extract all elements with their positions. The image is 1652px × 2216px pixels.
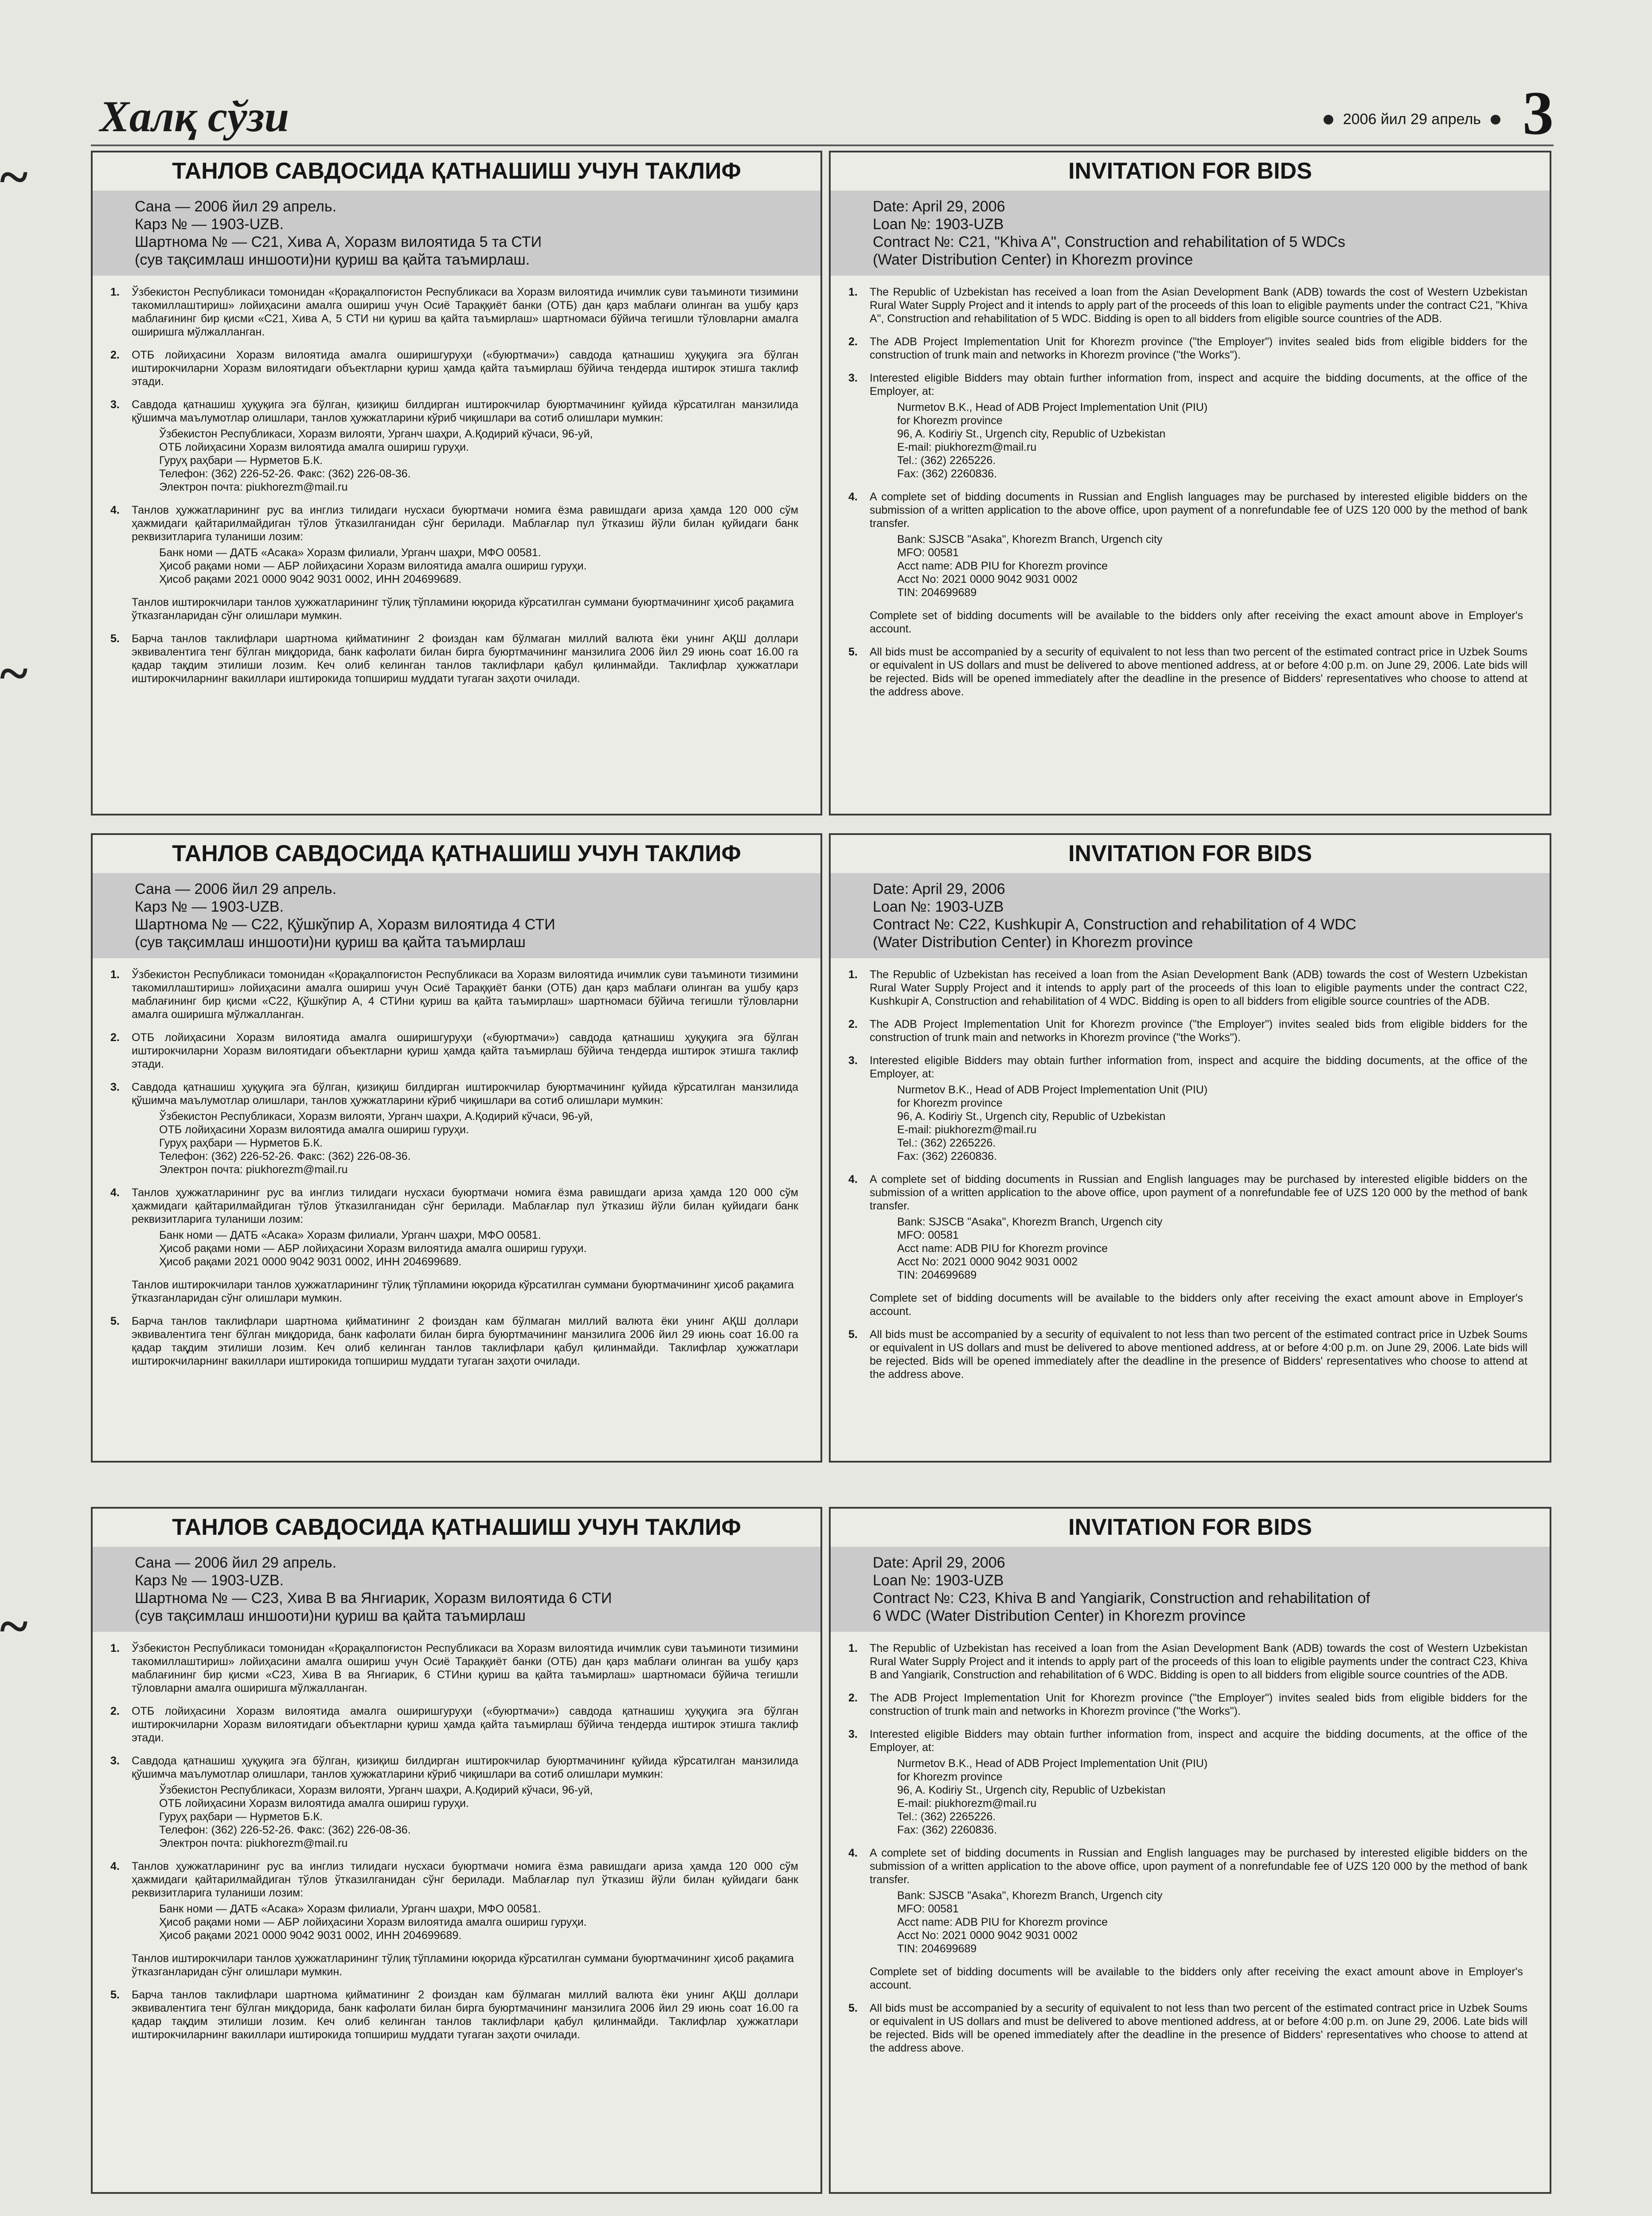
bank-line: TIN: 204699689 [897, 586, 977, 599]
panel-title: INVITATION FOR BIDS [1068, 1514, 1312, 1540]
en-tender-panel [829, 833, 1551, 1463]
item-text: Ўзбекистон Республикаси томонидан «Қорақалпоғистон Республикаси ва Хоразм вилоятида ичимлик суви таъминоти тизимини такомиллаштириш» лойиҳасини амалга ошириш учун Осиё Тараққиёт банки (ОТБ) дан қарз маблағи олинган ва ушбу қарз маблағининг бир қисми «C22, Қўшкўпир А, 4 СТИни қуриш ва қайта таъмирлаш» шартномаси бўйича тегишли тўловларни амалга оширишга мўлжалланган. [132, 968, 798, 1021]
address-line: Nurmetov B.K., Head of ADB Project Implementation Unit (PIU) [897, 1757, 1208, 1770]
bank-line: Ҳисоб рақами номи — АБР лойиҳасини Хоразм вилоятида амалга ошириш гуруҳи. [159, 560, 587, 572]
bank-line: Ҳисоб рақами номи — АБР лойиҳасини Хоразм вилоятида амалга ошириш гуруҳи. [159, 1242, 587, 1255]
item-text: Танлов ҳужжатларининг рус ва инглиз тилидаги нусхаси буюртмачи номига ёзма равишдаги ариза ҳамда 120 000 сўм ҳажмидаги қайтарилмайдиган тўлов ўтказилганидан сўнг берилади. Маблағлар пул ўтказиш йўли билан қуйидаги банк реквизитларига туланиши лозим: [132, 1186, 798, 1225]
bank-block [848, 1215, 1527, 1282]
bank-block [848, 1889, 1527, 1955]
list-item [110, 1315, 798, 1368]
date-line: Сана — 2006 йил 29 апрель. [135, 881, 337, 897]
bank-line: Ҳисоб рақами 2021 0000 9042 9031 0002, ИНН 204699689. [159, 1256, 462, 1268]
item-number: 5. [848, 1328, 858, 1341]
address-line: Nurmetov B.K., Head of ADB Project Implementation Unit (PIU) [897, 1084, 1208, 1096]
item-number: 2. [110, 1031, 120, 1044]
item-text: Ўзбекистон Республикаси томонидан «Қорақалпоғистон Республикаси ва Хоразм вилоятида ичимлик суви таъминоти тизимини такомиллаштириш» лойиҳасини амалга ошириш учун Осиё Тараққиёт банки (ОТБ) дан қарз маблағи олинган ва ушбу қарз маблағининг бир қисми «C21, Хива А, 5 СТИ ни қуриш ва қайта таъмирлаш» шартномаси бўйича тегишли тўловларни амалга оширишга мўлжалланган. [132, 286, 798, 338]
address-line: E-mail: piukhorezm@mail.ru [897, 1797, 1037, 1810]
items-list [93, 968, 820, 1268]
bank-line: Банк номи — ДАТБ «Асака» Хоразм филиали, Урганч шаҳри, МФО 00581. [159, 1229, 541, 1241]
margin-mark: ~ [0, 1596, 28, 1655]
list-item [848, 968, 1527, 1008]
items-list [93, 285, 820, 586]
list-item [848, 1846, 1527, 1886]
contract-line: Contract №: C21, "Khiva A", Construction and rehabilitation of 5 WDCs [873, 234, 1345, 250]
item-number: 1. [110, 1642, 120, 1654]
item-number: 4. [848, 491, 858, 503]
list-item [110, 1642, 798, 1695]
item-number: 2. [848, 1018, 858, 1030]
loan-line: Loan №: 1903-UZB [873, 216, 1004, 233]
list-item [848, 1728, 1527, 1754]
list-item [110, 1754, 798, 1781]
address-line: Fax: (362) 2260836. [897, 468, 997, 480]
item-number: 3. [848, 1728, 858, 1740]
bank-line: TIN: 204699689 [897, 1269, 977, 1281]
item-text: Савдода қатнашиш ҳуқуқига эга бўлган, қизиқиш билдирган иштирокчилар буюртмачининг қуйида кўрсатилган манзилида қўшимча маълумотлар олишлари, танлов ҳужжатларини кўриб чиқишлари ва сотиб олишлари мумкин: [132, 1081, 798, 1107]
bank-line: Bank: SJSCB "Asaka", Khorezm Branch, Urgench city [897, 1216, 1163, 1228]
item-number: 2. [110, 349, 120, 361]
bank-line: Ҳисоб рақами 2021 0000 9042 9031 0002, ИНН 204699689. [159, 573, 462, 585]
note-text: Танлов иштирокчилари танлов ҳужжатларининг тўлиқ тўпламини юқорида кўрсатилган суммани буюртмачининг ҳисоб рақамига ўтказганларидан сўнг олишлари мумкин. [132, 1952, 794, 1978]
item-text: A complete set of bidding documents in Russian and English languages may be purchased by interested eligible bidders on the submission of a written application to the above office, upon payment of a nonrefundable fee of UZS 120 000 by the method of bank transfer. [870, 1173, 1527, 1212]
address-line: Nurmetov B.K., Head of ADB Project Implementation Unit (PIU) [897, 401, 1208, 414]
item-number: 3. [848, 1054, 858, 1067]
bank-line: MFO: 00581 [897, 1903, 959, 1915]
contract-line: Шартнома № — C22, Қўшкўпир А, Хоразм вилоятида 4 СТИ [135, 916, 555, 933]
list-item [848, 490, 1527, 530]
address-block [848, 1083, 1527, 1163]
item-text: ОТБ лойиҳасини Хоразм вилоятида амалга оширишгуруҳи («буюртмачи») савдода қатнашиш ҳуқуқига эга бўлган иштирокчиларни Хоразм вилоятидаги объектларни қуриш ҳамда қайта таъмирлаш бўйича тендерда иштирок этишга таклиф этади. [132, 1031, 798, 1070]
list-item [110, 1081, 798, 1107]
loan-line: Карз № — 1903-UZB. [135, 1572, 284, 1589]
address-line: 96, A. Kodiriy St., Urgench city, Republic of Uzbekistan [897, 428, 1166, 440]
item-number: 5. [848, 646, 858, 658]
list-item [848, 1054, 1527, 1081]
contract-line-2: 6 WDC (Water Distribution Center) in Khorezm province [873, 1607, 1246, 1624]
loan-line: Карз № — 1903-UZB. [135, 898, 284, 915]
item-number: 1. [110, 286, 120, 298]
address-line: Ўзбекистон Республикаси, Хоразм вилояти, Урганч шаҳри, А.Қодирий кўчаси, 96-уй, [159, 1110, 593, 1123]
list-item [848, 645, 1527, 698]
address-line: Tel.: (362) 2265226. [897, 1137, 996, 1149]
address-line: Tel.: (362) 2265226. [897, 454, 996, 467]
bank-line: Bank: SJSCB "Asaka", Khorezm Branch, Urgench city [897, 533, 1163, 546]
list-item [110, 1186, 798, 1226]
address-line: ОТБ лойиҳасини Хоразм вилоятида амалга ошириш гуруҳи. [159, 1797, 469, 1810]
loan-line: Loan №: 1903-UZB [873, 898, 1004, 915]
item-text: The ADB Project Implementation Unit for Khorezm province ("the Employer") invites sealed bids from eligible bidders for the construction of trunk main and networks in Khorezm province ("the Works"). [870, 336, 1527, 361]
panel-title: INVITATION FOR BIDS [1068, 841, 1312, 866]
item-text: The Republic of Uzbekistan has received a loan from the Asian Development Bank (ADB) towards the cost of Western Uzbekistan Rural Water Supply Project and it intends to apply part of the proceeds of this loan to eligible payments under the contract C21, "Khiva A", Construction and rehabilitation of 5 WDC. Bidding is open to all bidders from eligible source countries of the ADB. [870, 286, 1527, 325]
item-text: All bids must be accompanied by a security of equivalent to not less than two percent of the estimated contract price in Uzbek Soums or equivalent in US dollars and must be delivered to above mentioned address, at or before 4:00 p.m. on June 29, 2006. Late bids will be rejected. Bids will be opened immediately after the deadline in the presence of Bidders' representatives who choose to attend at the address above. [870, 646, 1527, 698]
item-text: Танлов ҳужжатларининг рус ва инглиз тилидаги нусхаси буюртмачи номига ёзма равишдаги ариза ҳамда 120 000 сўм ҳажмидаги қайтарилмайдиган тўлов ўтказилганидан сўнг берилади. Маблағлар пул ўтказиш йўли билан қуйидаги банк реквизитларига туланиши лозим: [132, 1860, 798, 1899]
item-number: 1. [848, 968, 858, 981]
panel-title: ТАНЛОВ САВДОСИДА ҚАТНАШИШ УЧУН ТАКЛИФ [172, 1514, 741, 1540]
bank-line: Bank: SJSCB "Asaka", Khorezm Branch, Urgench city [897, 1889, 1163, 1902]
item-number: 1. [848, 1642, 858, 1654]
item-number: 2. [848, 336, 858, 348]
bank-block [110, 1902, 798, 1942]
address-line: for Khorezm province [897, 1097, 1003, 1109]
contract-line-2: (Water Distribution Center) in Khorezm province [873, 934, 1193, 951]
contract-line: Шартнома № — C23, Хива В ва Янгиарик, Хоразм вилоятида 6 СТИ [135, 1590, 612, 1607]
uz-tender-panel [91, 833, 822, 1463]
bank-line: TIN: 204699689 [897, 1943, 977, 1955]
contract-line: Шартнома № — C21, Хива А, Хоразм вилоятида 5 та СТИ [135, 234, 542, 250]
list-item [110, 1988, 798, 2041]
panel-header [831, 191, 1550, 276]
address-line: Телефон: (362) 226-52-26. Факс: (362) 226-08-36. [159, 468, 411, 480]
en-tender-panel [829, 151, 1551, 815]
address-line: Гуруҳ раҳбари — Нурметов Б.К. [159, 1137, 323, 1149]
bank-line: Ҳисоб рақами номи — АБР лойиҳасини Хоразм вилоятида амалга ошириш гуруҳи. [159, 1916, 587, 1928]
bank-line: Acct No: 2021 0000 9042 9031 0002 [897, 1929, 1078, 1942]
item-text: ОТБ лойиҳасини Хоразм вилоятида амалга оширишгуруҳи («буюртмачи») савдода қатнашиш ҳуқуқига эга бўлган иштирокчиларни Хоразм вилоятидаги объектларни қуриш ҳамда қайта таъмирлаш бўйича тендерда иштирок этишга таклиф этади. [132, 1705, 798, 1744]
items-list [93, 1642, 820, 1942]
bank-line: MFO: 00581 [897, 1229, 959, 1241]
list-item [110, 503, 798, 543]
item-number: 4. [110, 1186, 120, 1199]
item-number: 5. [848, 2002, 858, 2014]
item-number: 2. [110, 1705, 120, 1717]
issue-date [1324, 111, 1500, 128]
bank-line: Acct No: 2021 0000 9042 9031 0002 [897, 573, 1078, 585]
address-line: E-mail: piukhorezm@mail.ru [897, 441, 1037, 453]
note-text: Танлов иштирокчилари танлов ҳужжатларининг тўлиқ тўпламини юқорида кўрсатилган суммани буюртмачининг ҳисоб рақамига ўтказганларидан сўнг олишлари мумкин. [132, 596, 794, 622]
item-text: Барча танлов таклифлари шартнома қийматининг 2 фоиздан кам бўлмаган миллий валюта ёки унинг АҚШ доллари эквивалентига тенг бўлган миқдорида, банк кафолати билан бирга буюртмачининг манзилига 2006 йил 29 июнь соат 16.00 га қадар тақдим этилиши лозим. Кеч олиб келинган танлов таклифлари қабул қилинмайди. Таклифлар ҳужжатлари иштирокчиларнинг вакиллари иштирокида топшириш муддати тугаган заҳоти очилади. [132, 1989, 798, 2041]
address-line: for Khorezm province [897, 414, 1003, 427]
list-item [110, 968, 798, 1021]
address-line: ОТБ лойиҳасини Хоразм вилоятида амалга ошириш гуруҳи. [159, 1124, 469, 1136]
item-number: 3. [110, 398, 120, 411]
uz-tender-panel [91, 1507, 822, 2194]
item-text: The Republic of Uzbekistan has received a loan from the Asian Development Bank (ADB) towards the cost of Western Uzbekistan Rural Water Supply Project and it intends to apply part of the proceeds of this loan to eligible payments under the contract C23, Khiva B and Yangiarik, Construction and rehabilitation of 6 WDC. Bidding is open to all bidders from eligible source countries of the ADB. [870, 1642, 1527, 1681]
note-text: Танлов иштирокчилари танлов ҳужжатларининг тўлиқ тўпламини юқорида кўрсатилган суммани буюртмачининг ҳисоб рақамига ўтказганларидан сўнг олишлари мумкин. [132, 1279, 794, 1304]
items-list [93, 632, 820, 685]
date-line: Сана — 2006 йил 29 апрель. [135, 198, 337, 215]
address-line: Телефон: (362) 226-52-26. Факс: (362) 226-08-36. [159, 1824, 411, 1836]
list-item [110, 632, 798, 685]
item-text: All bids must be accompanied by a security of equivalent to not less than two percent of the estimated contract price in Uzbek Soums or equivalent in US dollars and must be delivered to above mentioned address, at or before 4:00 p.m. on June 29, 2006. Late bids will be rejected. Bids will be opened immediately after the deadline in the presence of Bidders' representatives who choose to attend at the address above. [870, 2002, 1527, 2054]
address-line: Телефон: (362) 226-52-26. Факс: (362) 226-08-36. [159, 1150, 411, 1163]
address-line: ОТБ лойиҳасини Хоразм вилоятида амалга ошириш гуруҳи. [159, 441, 469, 453]
list-item [110, 1860, 798, 1900]
bank-block [110, 1229, 798, 1268]
item-number: 4. [110, 504, 120, 516]
item-text: Interested eligible Bidders may obtain further information from, inspect and acquire the bidding documents, at the office of the Employer, at: [870, 372, 1527, 398]
item-text: Савдода қатнашиш ҳуқуқига эга бўлган, қизиқиш билдирган иштирокчилар буюртмачининг қуйида кўрсатилган манзилида қўшимча маълумотлар олишлари, танлов ҳужжатларини кўриб чиқишлари ва сотиб олишлари мумкин: [132, 398, 798, 424]
list-item [848, 1642, 1527, 1682]
address-block [110, 1783, 798, 1850]
address-line: Ўзбекистон Республикаси, Хоразм вилояти, Урганч шаҳри, А.Қодирий кўчаси, 96-уй, [159, 1784, 593, 1796]
address-line: for Khorezm province [897, 1771, 1003, 1783]
panel-title: INVITATION FOR BIDS [1068, 158, 1312, 184]
page-number: 3 [1523, 79, 1554, 148]
note-text: Complete set of bidding documents will be available to the bidders only after receiving the exact amount above in Employer's account. [870, 609, 1523, 635]
address-block [848, 401, 1527, 480]
item-number: 5. [110, 1315, 120, 1327]
date-line: Date: April 29, 2006 [873, 1554, 1005, 1571]
bank-line: Acct No: 2021 0000 9042 9031 0002 [897, 1256, 1078, 1268]
items-list [831, 968, 1550, 1282]
list-item [110, 398, 798, 425]
panel-header [93, 1547, 820, 1632]
list-item [848, 1173, 1527, 1213]
date-line: Сана — 2006 йил 29 апрель. [135, 1554, 337, 1571]
item-number: 3. [110, 1755, 120, 1767]
note-text: Complete set of bidding documents will be available to the bidders only after receiving the exact amount above in Employer's account. [870, 1966, 1523, 1991]
item-text: All bids must be accompanied by a security of equivalent to not less than two percent of the estimated contract price in Uzbek Soums or equivalent in US dollars and must be delivered to above mentioned address, at or before 4:00 p.m. on June 29, 2006. Late bids will be rejected. Bids will be opened immediately after the deadline in the presence of Bidders' representatives who choose to attend at the address above. [870, 1328, 1527, 1381]
loan-line: Loan №: 1903-UZB [873, 1572, 1004, 1589]
item-text: A complete set of bidding documents in Russian and English languages may be purchased by interested eligible bidders on the submission of a written application to the above office, upon payment of a nonrefundable fee of UZS 120 000 by the method of bank transfer. [870, 1847, 1527, 1886]
item-number: 4. [848, 1173, 858, 1186]
address-line: Гуруҳ раҳбари — Нурметов Б.К. [159, 454, 323, 467]
item-number: 2. [848, 1692, 858, 1704]
list-item [110, 1031, 798, 1071]
bank-block [848, 533, 1527, 599]
items-list [831, 285, 1550, 599]
bank-line: Ҳисоб рақами 2021 0000 9042 9031 0002, ИНН 204699689. [159, 1929, 462, 1942]
bank-line: Acct name: ADB PIU for Khorezm province [897, 1242, 1108, 1255]
item-text: The ADB Project Implementation Unit for Khorezm province ("the Employer") invites sealed bids from eligible bidders for the construction of trunk main and networks in Khorezm province ("the Works"). [870, 1018, 1527, 1044]
list-item [110, 285, 798, 339]
list-item [848, 1691, 1527, 1718]
item-number: 3. [110, 1081, 120, 1093]
masthead [91, 79, 1554, 148]
note-text: Complete set of bidding documents will be available to the bidders only after receiving the exact amount above in Employer's account. [870, 1292, 1523, 1318]
item-text: The Republic of Uzbekistan has received a loan from the Asian Development Bank (ADB) towards the cost of Western Uzbekistan Rural Water Supply Project and it intends to apply part of the proceeds of this loan to eligible payments under the contract C22, Kushkupir A, Construction and rehabilitation of 4 WDC. Bidding is open to all bidders from eligible source countries of the ADB. [870, 968, 1527, 1007]
address-line: Fax: (362) 2260836. [897, 1150, 997, 1163]
panel-header [93, 191, 820, 276]
panel-title: ТАНЛОВ САВДОСИДА ҚАТНАШИШ УЧУН ТАКЛИФ [172, 841, 741, 866]
contract-line-2: (сув тақсимлаш иншооти)ни қуриш ва қайта таъмирлаш. [135, 251, 530, 268]
address-line: Гуруҳ раҳбари — Нурметов Б.К. [159, 1810, 323, 1823]
address-block [848, 1757, 1527, 1837]
bank-line: Acct name: ADB PIU for Khorezm province [897, 1916, 1108, 1928]
bank-line: Acct name: ADB PIU for Khorezm province [897, 560, 1108, 572]
item-number: 4. [848, 1847, 858, 1859]
items-list [831, 645, 1550, 698]
bullet-icon [1324, 115, 1333, 125]
list-item [848, 335, 1527, 362]
bank-line: Банк номи — ДАТБ «Асака» Хоразм филиали, Урганч шаҳри, МФО 00581. [159, 1903, 541, 1915]
date-line: Date: April 29, 2006 [873, 881, 1005, 897]
items-list [93, 1988, 820, 2041]
bullet-icon [1491, 115, 1500, 125]
item-text: The ADB Project Implementation Unit for Khorezm province ("the Employer") invites sealed bids from eligible bidders for the construction of trunk main and networks in Khorezm province ("the Works"). [870, 1692, 1527, 1717]
item-text: ОТБ лойиҳасини Хоразм вилоятида амалга оширишгуруҳи («буюртмачи») савдода қатнашиш ҳуқуқига эга бўлган иштирокчиларни Хоразм вилоятидаги объектларни қуриш ҳамда қайта таъмирлаш бўйича тендерда иштирок этишга таклиф этади. [132, 349, 798, 388]
panel-header [831, 1547, 1550, 1632]
address-line: Электрон почта: piukhorezm@mail.ru [159, 481, 348, 493]
item-text: Interested eligible Bidders may obtain further information from, inspect and acquire the bidding documents, at the office of the Employer, at: [870, 1728, 1527, 1754]
panel-title: ТАНЛОВ САВДОСИДА ҚАТНАШИШ УЧУН ТАКЛИФ [172, 158, 741, 184]
address-line: Tel.: (362) 2265226. [897, 1810, 996, 1823]
items-list [831, 1642, 1550, 1955]
item-text: A complete set of bidding documents in Russian and English languages may be purchased by interested eligible bidders on the submission of a written application to the above office, upon payment of a nonrefundable fee of UZS 120 000 by the method of bank transfer. [870, 491, 1527, 530]
items-list [831, 1328, 1550, 1381]
issue-date-text: 2006 йил 29 апрель [1343, 111, 1481, 128]
bank-line: Банк номи — ДАТБ «Асака» Хоразм филиали, Урганч шаҳри, МФО 00581. [159, 546, 541, 559]
address-line: Fax: (362) 2260836. [897, 1824, 997, 1836]
bank-block [110, 546, 798, 586]
list-item [110, 348, 798, 388]
list-item [848, 1018, 1527, 1044]
contract-line: Contract №: C23, Khiva B and Yangiarik, Construction and rehabilitation of [873, 1590, 1370, 1607]
address-block [110, 427, 798, 494]
contract-line-2: (Water Distribution Center) in Khorezm province [873, 251, 1193, 268]
panel-header [93, 873, 820, 958]
list-item [848, 1328, 1527, 1381]
contract-line-2: (сув тақсимлаш иншооти)ни қуриш ва қайта таъмирлаш [135, 1607, 526, 1624]
item-number: 3. [848, 372, 858, 384]
loan-line: Карз № — 1903-UZB. [135, 216, 284, 233]
address-block [110, 1110, 798, 1176]
margin-mark: ~ [0, 644, 28, 702]
address-line: Электрон почта: piukhorezm@mail.ru [159, 1163, 348, 1176]
list-item [848, 371, 1527, 398]
item-text: Барча танлов таклифлари шартнома қийматининг 2 фоиздан кам бўлмаган миллий валюта ёки унинг АҚШ доллари эквивалентига тенг бўлган миқдорида, банк кафолати билан бирга буюртмачининг манзилига 2006 йил 29 июнь соат 16.00 га қадар тақдим этилиши лозим. Кеч олиб келинган танлов таклифлари қабул қилинмайди. Таклифлар ҳужжатлари иштирокчиларнинг вакиллари иштирокида топшириш муддати тугаган заҳоти очилади. [132, 1315, 798, 1367]
contract-line: Contract №: C22, Kushkupir A, Construction and rehabilitation of 4 WDC [873, 916, 1356, 933]
address-line: 96, A. Kodiriy St., Urgench city, Republic of Uzbekistan [897, 1110, 1166, 1123]
list-item [110, 1705, 798, 1744]
item-number: 1. [848, 286, 858, 298]
newspaper-logo: Халқ сўзи [100, 92, 289, 141]
item-text: Interested eligible Bidders may obtain further information from, inspect and acquire the bidding documents, at the office of the Employer, at: [870, 1054, 1527, 1080]
uz-tender-panel [91, 151, 822, 815]
margin-mark: ~ [0, 147, 28, 206]
item-number: 5. [110, 1989, 120, 2001]
item-text: Танлов ҳужжатларининг рус ва инглиз тилидаги нусхаси буюртмачи номига ёзма равишдаги ариза ҳамда 120 000 сўм ҳажмидаги қайтарилмайдиган тўлов ўтказилганидан сўнг берилади. Маблағлар пул ўтказиш йўли билан қуйидаги банк реквизитларига туланиши лозим: [132, 504, 798, 543]
bank-line: MFO: 00581 [897, 546, 959, 559]
item-text: Барча танлов таклифлари шартнома қийматининг 2 фоиздан кам бўлмаган миллий валюта ёки унинг АҚШ доллари эквивалентига тенг бўлган миқдорида, банк кафолати билан бирга буюртмачининг манзилига 2006 йил 29 июнь соат 16.00 га қадар тақдим этилиши лозим. Кеч олиб келинган танлов таклифлари қабул қилинмайди. Таклифлар ҳужжатлари иштирокчиларнинг вакиллари иштирокида топшириш муддати тугаган заҳоти очилади. [132, 632, 798, 685]
address-line: Ўзбекистон Республикаси, Хоразм вилояти, Урганч шаҳри, А.Қодирий кўчаси, 96-уй, [159, 428, 593, 440]
contract-line-2: (сув тақсимлаш иншооти)ни қуриш ва қайта таъмирлаш [135, 934, 526, 951]
address-line: Электрон почта: piukhorezm@mail.ru [159, 1837, 348, 1849]
address-line: E-mail: piukhorezm@mail.ru [897, 1124, 1037, 1136]
list-item [848, 285, 1527, 325]
item-number: 5. [110, 632, 120, 645]
panel-header [831, 873, 1550, 958]
item-number: 4. [110, 1860, 120, 1873]
items-list [831, 2001, 1550, 2055]
item-text: Савдода қатнашиш ҳуқуқига эга бўлган, қизиқиш билдирган иштирокчилар буюртмачининг қуйида кўрсатилган манзилида қўшимча маълумотлар олишлари, танлов ҳужжатларини кўриб чиқишлари ва сотиб олишлари мумкин: [132, 1755, 798, 1780]
list-item [848, 2001, 1527, 2055]
en-tender-panel [829, 1507, 1551, 2194]
items-list [93, 1315, 820, 1368]
item-text: Ўзбекистон Республикаси томонидан «Қорақалпоғистон Республикаси ва Хоразм вилоятида ичимлик суви таъминоти тизимини такомиллаштириш» лойиҳасини амалга ошириш учун Осиё Тараққиёт банки (ОТБ) дан қарз маблағи олинган ва ушбу қарз маблағининг бир қисми «C23, Хива В ва Янгиарик, 6 СТИни қуриш ва қайта таъмирлаш» шартномаси бўйича тегишли тўловларни амалга оширишга мўлжалланган. [132, 1642, 798, 1694]
address-line: 96, A. Kodiriy St., Urgench city, Republic of Uzbekistan [897, 1784, 1166, 1796]
item-number: 1. [110, 968, 120, 981]
date-line: Date: April 29, 2006 [873, 198, 1005, 215]
